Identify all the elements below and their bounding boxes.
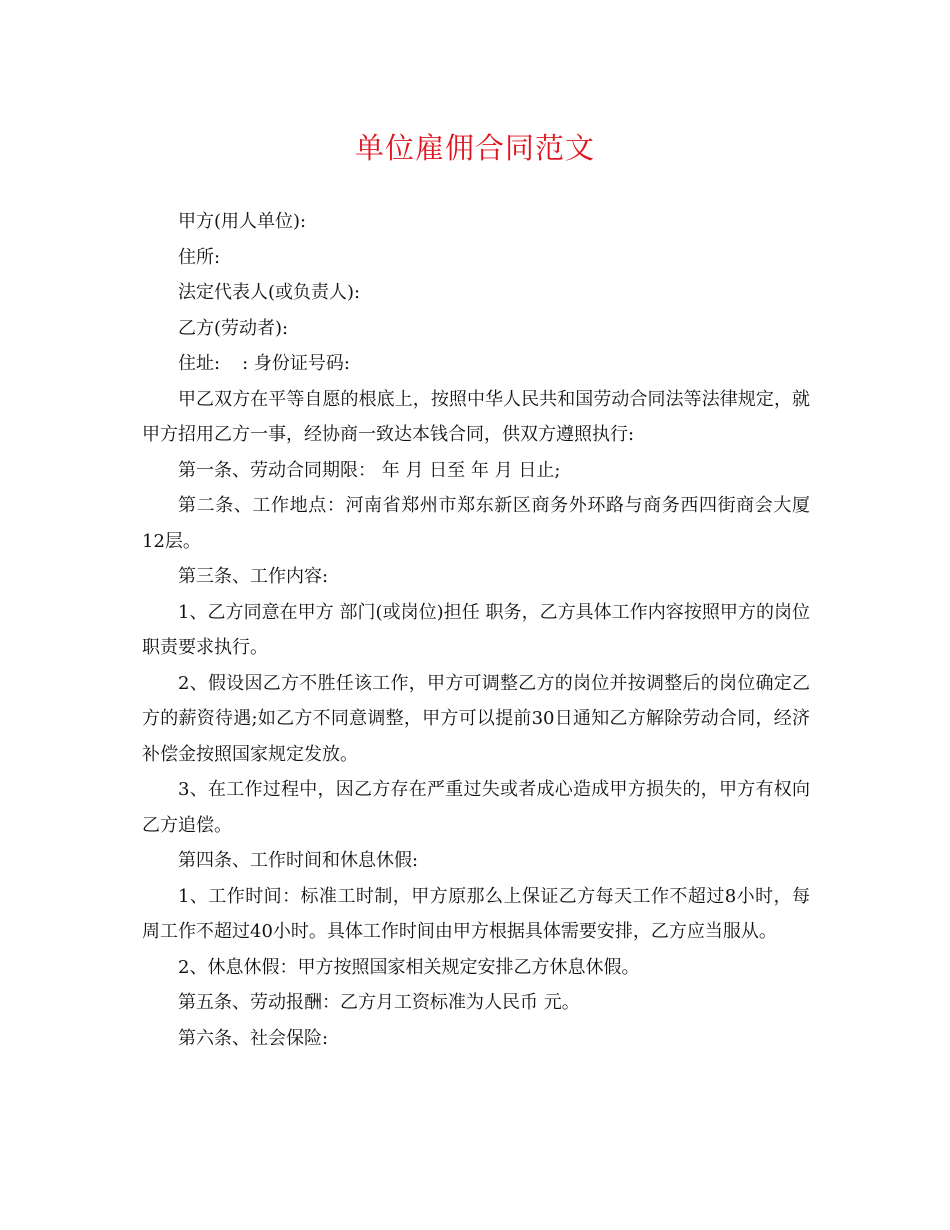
article-3-clause-2: 2、假设因乙方不胜任该工作，甲方可调整乙方的岗位并按调整后的岗位确定乙方的薪资待遇;如乙方不同意调整，甲方可以提前30日通知乙方解除劳动合同，经济补偿金按照国家规定发放。 <box>142 672 810 765</box>
article-4-clause-2: 2、休息休假：甲方按照国家相关规定安排乙方休息休假。 <box>178 956 640 978</box>
party-a-line: 甲方(用人单位): <box>178 211 307 232</box>
document-body <box>142 204 810 1056</box>
article-3-clause-3: 3、在工作过程中，因乙方存在严重过失或者成心造成甲方损失的，甲方有权向乙方追偿。 <box>142 779 810 836</box>
article-6-heading: 第六条、社会保险: <box>178 1027 329 1049</box>
document-title: 单位雇佣合同范文 <box>354 131 595 165</box>
article-1-term: 第一条、劳动合同期限： 年 月 日至 年 月 日止; <box>178 459 561 481</box>
legal-representative-line: 法定代表人(或负责人): <box>178 282 361 303</box>
address-label: 住址: <box>178 353 221 374</box>
article-3-clause-1: 1、乙方同意在甲方 部门(或岗位)担任 职务，乙方具体工作内容按照甲方的岗位职责要求执行。 <box>142 601 810 658</box>
address-separator: : <box>242 353 249 374</box>
article-4-clause-1: 1、工作时间：标准工时制，甲方原那么上保证乙方每天工作不超过8小时，每周工作不超过40小时。具体工作时间由甲方根据具体需要安排，乙方应当服从。 <box>142 885 810 942</box>
article-4-heading: 第四条、工作时间和休息休假: <box>178 850 419 871</box>
article-2-location: 第二条、工作地点：河南省郑州市郑东新区商务外环路与商务西四街商会大厦12层。 <box>142 495 810 552</box>
party-b-address-line <box>142 346 810 382</box>
party-a-residence-line: 住所: <box>178 246 221 268</box>
preamble-paragraph: 甲乙双方在平等自愿的根底上，按照中华人民共和国劳动合同法等法律规定，就甲方招用乙方一事，经协商一致达本钱合同，供双方遵照执行: <box>142 388 810 445</box>
article-5-pay: 第五条、劳动报酬：乙方月工资标准为人民币 元。 <box>178 992 580 1013</box>
id-number-label: 身份证号码: <box>253 353 350 374</box>
party-b-line: 乙方(劳动者): <box>178 317 289 339</box>
article-3-heading: 第三条、工作内容: <box>178 566 329 587</box>
